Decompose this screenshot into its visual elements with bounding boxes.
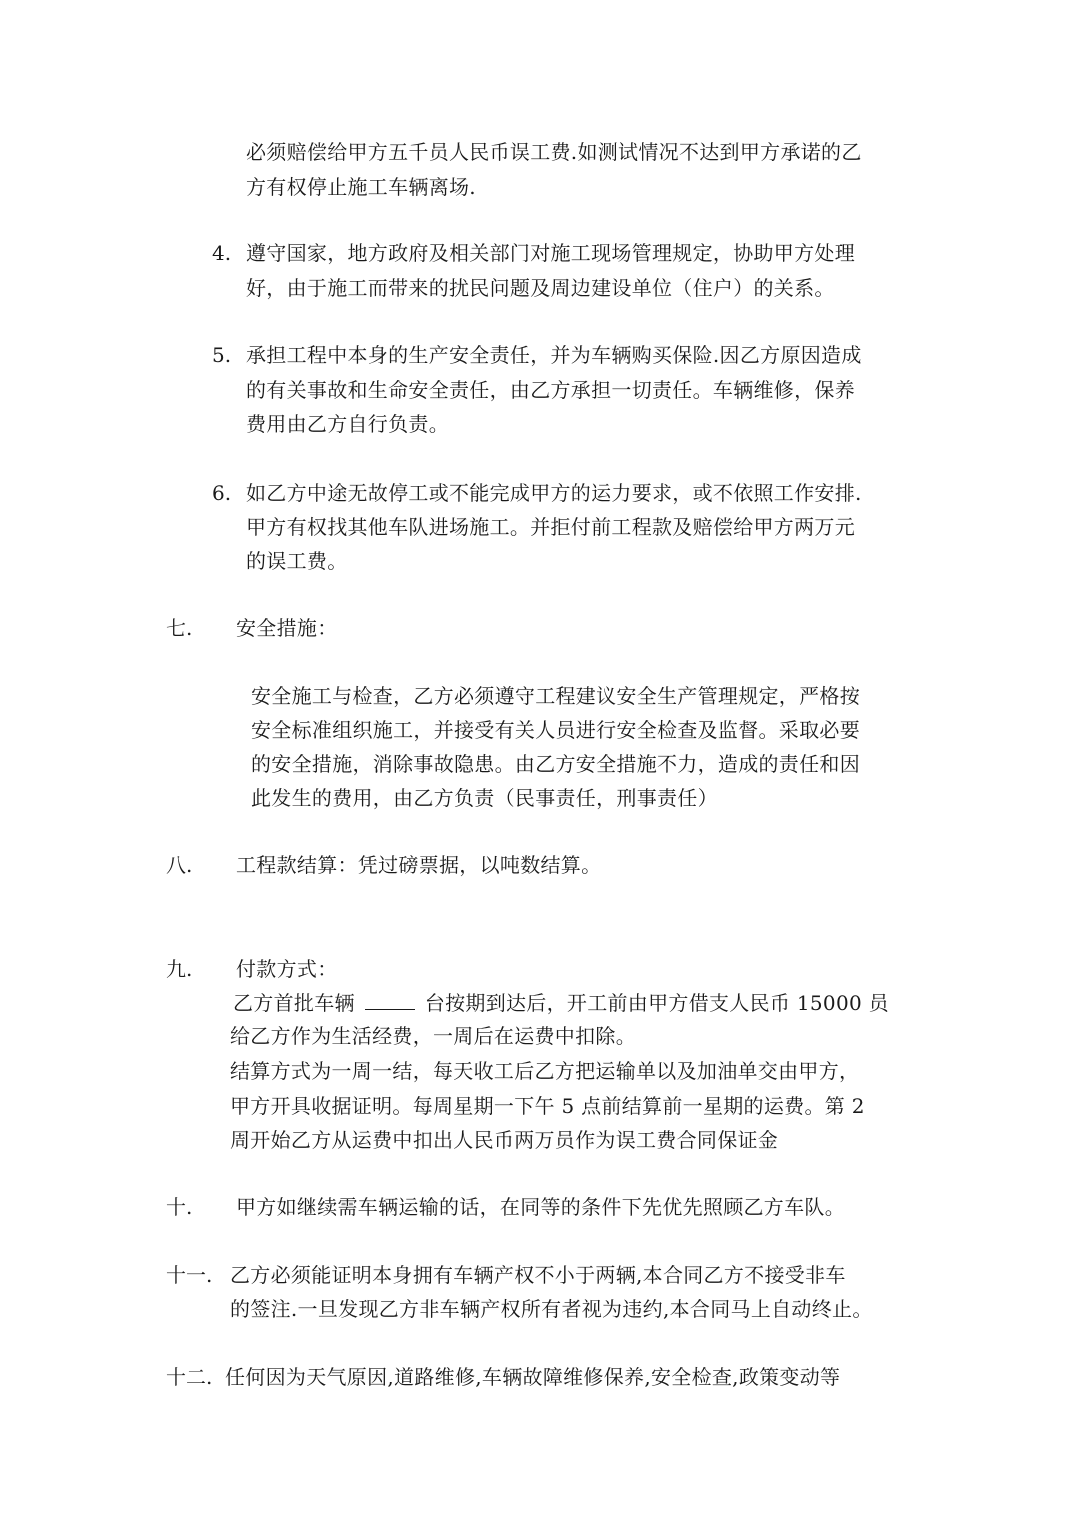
section-9-text: 乙方首批车辆 <box>233 991 355 1015</box>
section-7-line: 此发生的费用，由乙方负责（民事责任，刑事责任） <box>251 786 718 810</box>
section-7-line: 安全标准组织施工，并接受有关人员进行安全检查及监督。采取必要 <box>251 718 860 742</box>
item-5-line: 承担工程中本身的生产安全责任，并为车辆购买保险.因乙方原因造成 <box>246 343 862 367</box>
section-number: 十. <box>166 1195 193 1219</box>
section-number: 十一. <box>166 1263 213 1287</box>
section-11-line: 的签注.一旦发现乙方非车辆产权所有者视为违约,本合同马上自动终止。 <box>230 1297 873 1321</box>
section-number: 十二. <box>166 1365 213 1389</box>
item-5-line: 的有关事故和生命安全责任，由乙方承担一切责任。车辆维修，保养 <box>246 378 855 402</box>
section-number: 七. <box>166 616 193 640</box>
section-7-line: 的安全措施，消除事故隐患。由乙方安全措施不力，造成的责任和因 <box>251 752 860 776</box>
item-number: 6. <box>212 481 232 505</box>
section-9-line: 结算方式为一周一结，每天收工后乙方把运输单以及加油单交由甲方， <box>230 1059 860 1083</box>
section-11-line: 乙方必须能证明本身拥有车辆产权不小于两辆,本合同乙方不接受非车 <box>230 1263 846 1287</box>
continuation-line: 方有权停止施工车辆离场. <box>246 175 476 199</box>
section-9-text: 台按期到达后，开工前由甲方借支人民币 15000 员 <box>424 991 889 1015</box>
section-9-line: 甲方开具收据证明。每周星期一下午 5 点前结算前一星期的运费。第 2 <box>230 1094 865 1118</box>
section-number: 九. <box>166 957 193 981</box>
section-9-title: 付款方式： <box>236 957 338 981</box>
item-number: 4. <box>212 241 232 265</box>
section-7-line: 安全施工与检查，乙方必须遵守工程建议安全生产管理规定，严格按 <box>251 684 860 708</box>
continuation-line: 必须赔偿给甲方五千员人民币误工费.如测试情况不达到甲方承诺的乙 <box>246 140 862 164</box>
section-9-line: 给乙方作为生活经费，一周后在运费中扣除。 <box>230 1024 636 1048</box>
section-9-line <box>233 986 889 1020</box>
item-6-line: 的误工费。 <box>246 549 348 573</box>
item-4-line: 遵守国家，地方政府及相关部门对施工现场管理规定，协助甲方处理 <box>246 241 855 265</box>
section-8-title: 工程款结算：凭过磅票据，以吨数结算。 <box>236 853 602 877</box>
section-7-title: 安全措施： <box>236 616 338 640</box>
section-number: 八. <box>166 853 193 877</box>
blank-underline <box>365 987 415 1010</box>
item-6-line: 甲方有权找其他车队进场施工。并拒付前工程款及赔偿给甲方两万元 <box>246 515 855 539</box>
section-10-title: 甲方如继续需车辆运输的话，在同等的条件下先优先照顾乙方车队。 <box>236 1195 845 1219</box>
section-9-line: 周开始乙方从运费中扣出人民币两万员作为误工费合同保证金 <box>230 1128 779 1152</box>
item-4-line: 好，由于施工而带来的扰民问题及周边建设单位（住户）的关系。 <box>246 276 835 300</box>
item-number: 5. <box>212 343 232 367</box>
section-12-line: 任何因为天气原因,道路维修,车辆故障维修保养,安全检查,政策变动等 <box>225 1365 841 1389</box>
item-5-line: 费用由乙方自行负责。 <box>246 412 449 436</box>
item-6-line: 如乙方中途无故停工或不能完成甲方的运力要求，或不依照工作安排. <box>246 481 862 505</box>
